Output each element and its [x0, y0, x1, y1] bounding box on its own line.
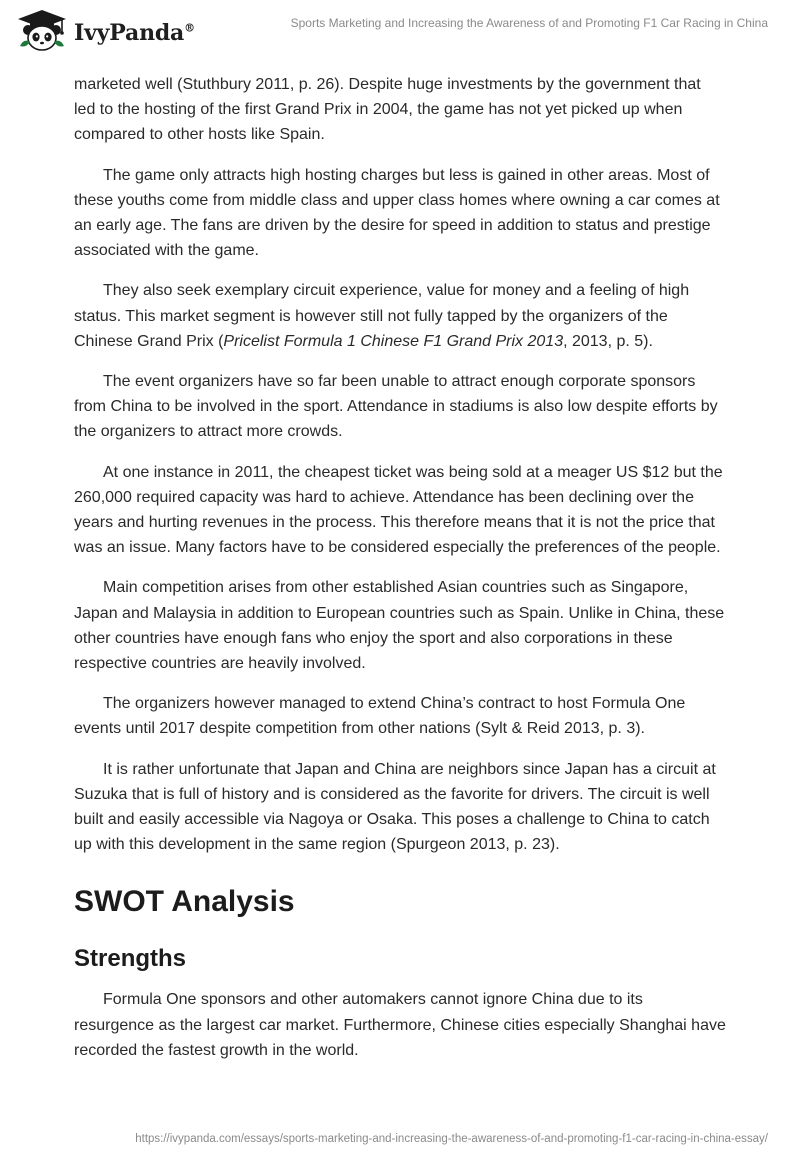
paragraph: The game only attracts high hosting charges but less is gained in other areas. Most of these youths come from middle class and upper class homes where owning a car comes at an early age. The fans are driven by the desire for speed in addition to status and prestige associated with the game.	[74, 166, 720, 260]
brand-name: IvyPanda®	[74, 20, 195, 46]
page-header	[0, 0, 800, 62]
panda-graduate-icon	[16, 8, 68, 54]
paragraph: marketed well (Stuthbury 2011, p. 26). Despite huge investments by the government that led to the hosting of the first Grand Prix in 2004, the game has not yet picked up when compared to other hosts like Spain.	[74, 76, 701, 144]
source-url[interactable]: https://ivypanda.com/essays/sports-marketing-and-increasing-the-awareness-of-and-promoting-f1-car-racing-in-china-essay/	[135, 1133, 768, 1145]
paragraph: The event organizers have so far been unable to attract enough corporate sponsors from China to be involved in the sport. Attendance in stadiums is also low despite efforts by the organizers to attract more crowds.	[74, 373, 718, 441]
paragraph: It is rather unfortunate that Japan and China are neighbors since Japan has a circuit at Suzuka that is full of history and is considered as the favorite for drivers. The circuit is well built and easily accessible via Nagoya or Osaka. This poses a challenge to China to catch up with this development in the same region (Spurgeon 2013, p. 23).	[74, 760, 716, 854]
document-title: Sports Marketing and Increasing the Awareness of and Promoting F1 Car Racing in China	[290, 16, 768, 30]
paragraph: Main competition arises from other established Asian countries such as Singapore, Japan and Malaysia in addition to European countries such as Spain. Unlike in China, these other countries have enough fans who enjoy the sport and also corporations in these respective countries are heavily involved.	[74, 579, 725, 673]
subsection-heading: Strengths	[74, 945, 187, 973]
essay-body	[74, 72, 726, 1078]
paragraph: The organizers however managed to extend China’s contract to host Formula One events until 2017 despite competition from other nations (Sylt & Reid 2013, p. 3).	[74, 695, 686, 738]
paragraph: They also seek exemplary circuit experience, value for money and a feeling of high status. This market segment is however still not fully tapped by the organizers of the Chinese Grand Prix (Pricelist Formula 1 Chinese F1 Grand Prix 2013, 2013, p. 5).	[74, 282, 690, 350]
section-heading: SWOT Analysis	[74, 885, 295, 919]
paragraph: At one instance in 2011, the cheapest ticket was being sold at a meager US $12 but the 260,000 required capacity was hard to achieve. Attendance has been declining over the years and hurting revenues in the process. This therefore means that it is not the price that was an issue. Many factors have to be considered especially the preferences of the people.	[74, 463, 723, 557]
ivypanda-logo[interactable]	[16, 8, 195, 54]
paragraph: Formula One sponsors and other automakers cannot ignore China due to its resurgence as the largest car market. Furthermore, Chinese cities especially Shanghai have recorded the fastest growth in the world.	[74, 991, 726, 1059]
cited-title: Pricelist Formula 1 Chinese F1 Grand Prix 2013	[223, 332, 564, 350]
